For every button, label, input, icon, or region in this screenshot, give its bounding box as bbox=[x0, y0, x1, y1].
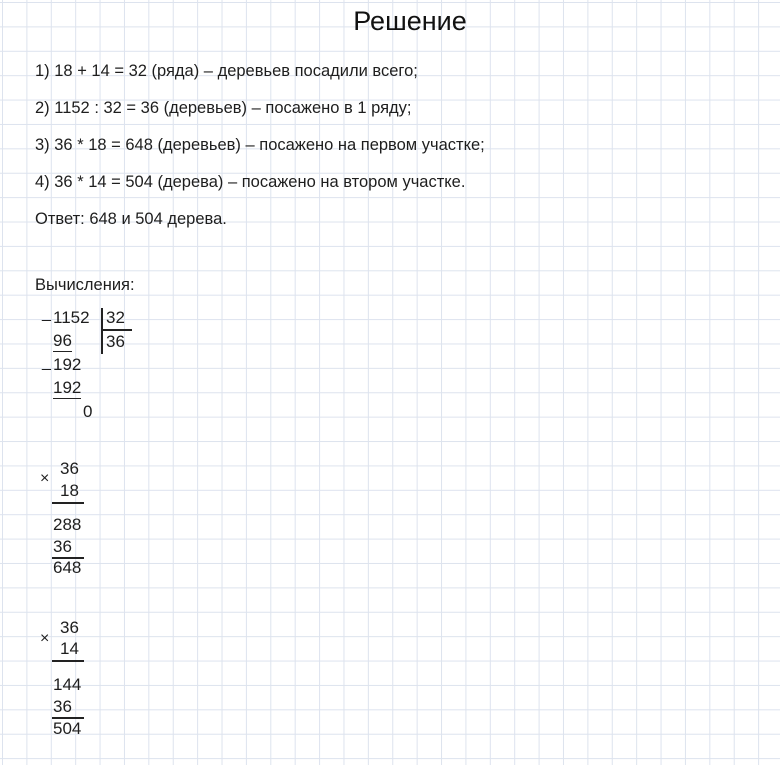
mult2-partial-2: 36 bbox=[53, 697, 72, 716]
division-partial-dividend: 192 bbox=[53, 355, 82, 374]
mult1-line-1 bbox=[52, 502, 84, 504]
division-vertical-bar bbox=[101, 308, 103, 354]
division-dividend: 1152 bbox=[53, 308, 90, 327]
solution-step-4: 4) 36 * 14 = 504 (дерева) – посажено на втором участке. bbox=[35, 173, 466, 191]
solution-step-3: 3) 36 * 18 = 648 (деревьев) – посажено на первом участке; bbox=[35, 136, 485, 154]
mult2-result: 504 bbox=[53, 719, 82, 738]
division-minus-sign-2: _ bbox=[42, 354, 51, 371]
multiply-sign-1: × bbox=[40, 470, 50, 487]
division-subtrahend-1: 96 bbox=[53, 331, 72, 350]
division-subtrahend-2: 192 bbox=[53, 378, 82, 397]
division-divisor-line bbox=[102, 329, 132, 331]
mult1-partial-1: 288 bbox=[53, 515, 82, 534]
solution-step-1: 1) 18 + 14 = 32 (ряда) – деревьев посадили всего; bbox=[35, 62, 418, 80]
solution-step-2: 2) 1152 : 32 = 36 (деревьев) – посажено в 1 ряду; bbox=[35, 99, 412, 117]
mult1-factor-a: 36 bbox=[60, 459, 79, 478]
answer-line: Ответ: 648 и 504 дерева. bbox=[35, 210, 227, 228]
mult1-factor-b: 18 bbox=[60, 481, 79, 500]
mult1-partial-2: 36 bbox=[53, 537, 72, 556]
division-remainder: 0 bbox=[83, 402, 93, 421]
mult2-factor-b: 14 bbox=[60, 639, 79, 658]
mult2-factor-a: 36 bbox=[60, 618, 79, 637]
page-title: Решение bbox=[353, 6, 467, 36]
mult2-partial-1: 144 bbox=[53, 675, 82, 694]
division-divisor: 32 bbox=[106, 308, 125, 327]
division-quotient: 36 bbox=[106, 332, 125, 351]
multiply-sign-2: × bbox=[40, 630, 50, 647]
division-minus-sign: _ bbox=[42, 305, 51, 322]
mult2-line-1 bbox=[52, 660, 84, 662]
calculations-label: Вычисления: bbox=[35, 276, 135, 294]
mult1-result: 648 bbox=[53, 558, 82, 577]
